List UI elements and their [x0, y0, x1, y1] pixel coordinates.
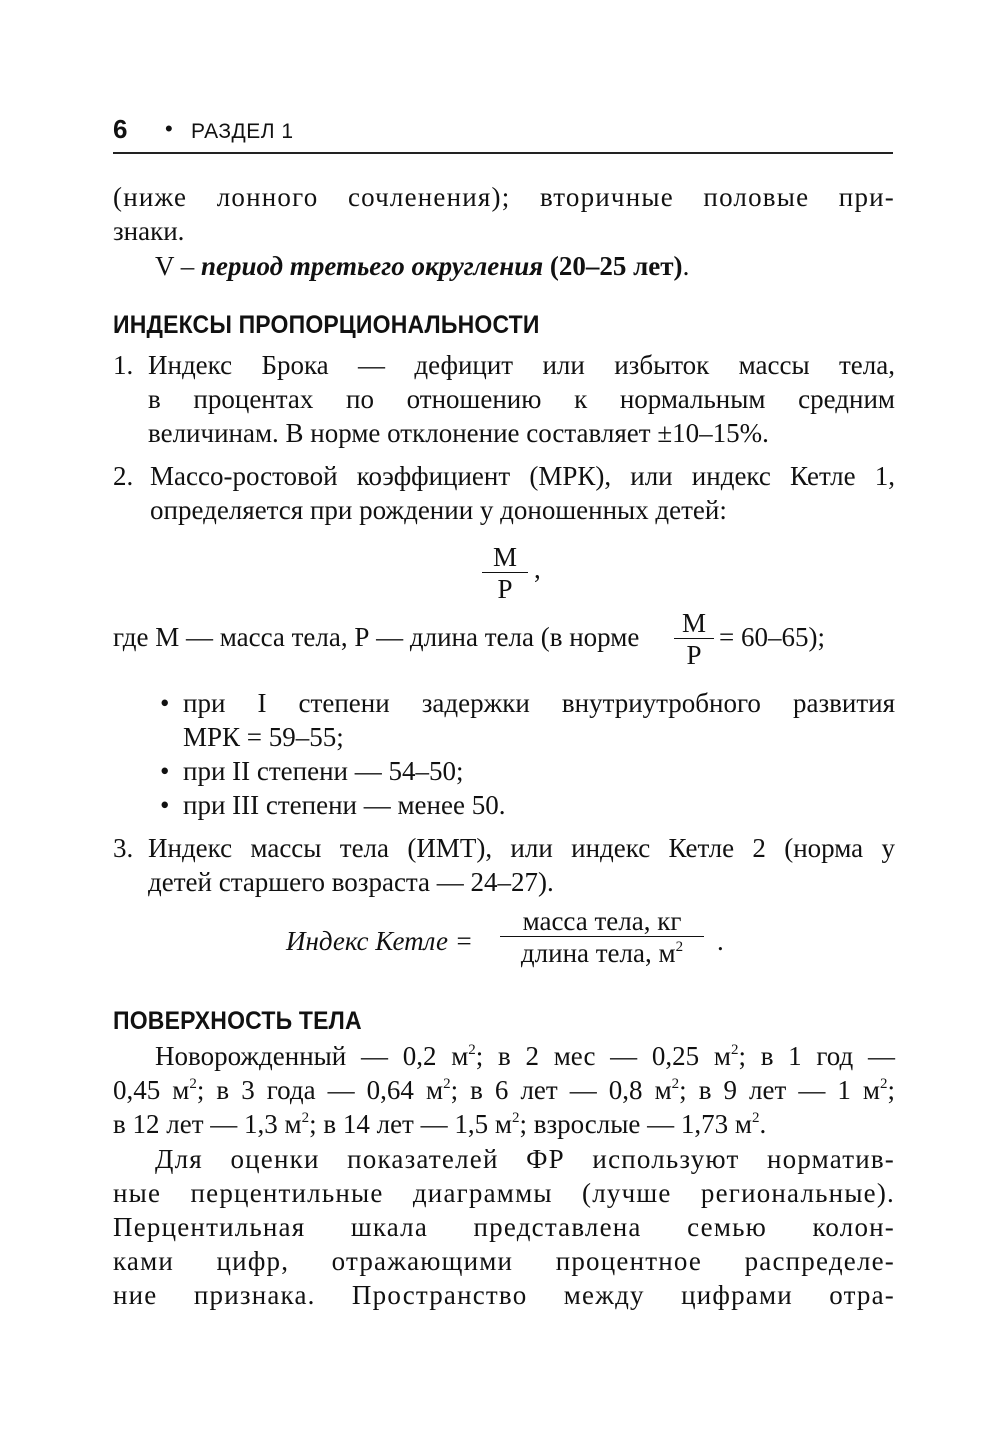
- section-heading: ИНДЕКСЫ ПРОПОРЦИОНАЛЬНОСТИ: [113, 311, 540, 339]
- text-line: при I степени задержки внутриутробного развития: [183, 688, 895, 718]
- fraction-numerator: масса тела, кг: [522, 906, 682, 936]
- text-line: МРК = 59–55;: [183, 722, 344, 752]
- text-line: в процентах по отношению к нормальным средним: [148, 384, 895, 414]
- text-line: Новорожденный — 0,2 $м^2$; в 2 мес — 0,25 $м^2$; в 1 год —: [155, 1041, 895, 1071]
- fraction-denominator: Р: [497, 574, 513, 604]
- text-line: величинам. В норме отклонение составляет ±10–15%.: [148, 418, 769, 448]
- list-item-number: 3.: [113, 833, 134, 863]
- text-line: ные перцентильные диаграммы (лучше региональные).: [113, 1178, 895, 1208]
- period-numeral: V –: [155, 251, 202, 281]
- fraction-denominator: длина тела, $м^2$: [520, 938, 684, 968]
- text-line: ние признака. Пространство между цифрами отра-: [113, 1280, 895, 1310]
- list-item-number: 2.: [113, 461, 134, 491]
- text-line: ками цифр, отражающими процентное распределе-: [113, 1246, 895, 1276]
- section-title: РАЗДЕЛ 1: [191, 120, 294, 143]
- formula-dot: .: [717, 926, 724, 956]
- fraction-formula: [482, 542, 528, 605]
- period-ages: (20–25 лет): [543, 251, 683, 281]
- header-bullet: •: [165, 116, 173, 141]
- text-line: = 60–65);: [719, 622, 825, 652]
- text-line: Индекс Брока — дефицит или избыток массы тела,: [148, 350, 895, 380]
- text-line: 0,45 $м^2$; в 3 года — 0,64 $м^2$; в 6 лет — 0,8 $м^2$; в 9 лет — 1 $м^2$;: [113, 1075, 896, 1105]
- fraction-numerator: М: [492, 542, 517, 572]
- period-name: период третьего округления: [201, 251, 544, 281]
- fraction-formula: [500, 906, 704, 969]
- period-end: .: [682, 251, 690, 281]
- formula-comma: ,: [534, 554, 541, 584]
- formula-lhs: Индекс Кетле =: [286, 926, 473, 956]
- bullet-mark: •: [160, 790, 170, 820]
- text-line: знаки.: [113, 216, 185, 246]
- text-line: Индекс массы тела (ИМТ), или индекс Кетле 2 (норма у: [148, 833, 895, 863]
- text-line: определяется при рождении у доношенных детей:: [150, 495, 727, 525]
- text-line: Для оценки показателей ФР используют норматив-: [155, 1144, 895, 1174]
- running-header: [113, 112, 893, 154]
- text-line: детей старшего возраста — 24–27).: [148, 867, 554, 897]
- fraction-numerator: М: [681, 608, 706, 638]
- page-number: 6: [113, 114, 128, 144]
- text-line: при III степени — менее 50.: [183, 790, 506, 820]
- text-line: Перцентильная шкала представлена семью колон-: [113, 1212, 895, 1242]
- bullet-mark: •: [160, 688, 170, 718]
- text-line: где М — масса тела, Р — длина тела (в норме: [113, 622, 640, 652]
- section-heading: ПОВЕРХНОСТЬ ТЕЛА: [113, 1007, 362, 1035]
- fraction-denominator: Р: [686, 640, 702, 670]
- list-item-number: 1.: [113, 350, 134, 380]
- fraction-formula: [674, 608, 714, 671]
- text-line: [155, 249, 895, 283]
- text-line: (ниже лонного сочленения); вторичные половые при-: [113, 182, 895, 212]
- bullet-mark: •: [160, 756, 170, 786]
- text-line: Массо-ростовой коэффициент (МРК), или индекс Кетле 1,: [150, 461, 895, 491]
- text-line: при II степени — 54–50;: [183, 756, 464, 786]
- text-line: в 12 лет — 1,3 $м^2$; в 14 лет — 1,5 $м^2$; взрослые — 1,73 $м^2$.: [113, 1109, 767, 1139]
